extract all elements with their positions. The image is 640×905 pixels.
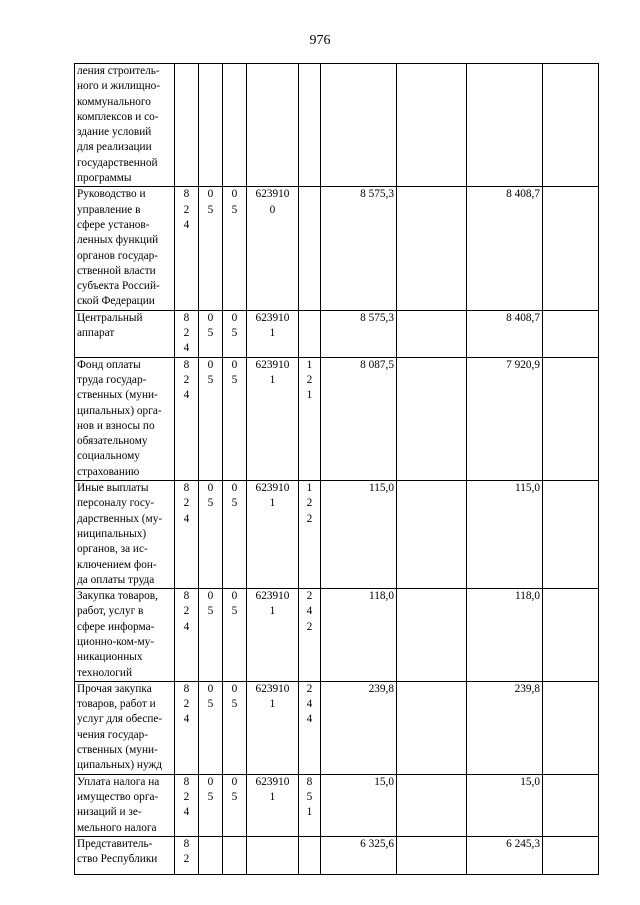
amount-cell-2: 115,0 [467,481,543,589]
section-code-cell [199,187,223,310]
row-name-cell [75,357,175,480]
target-article-cell [247,187,299,310]
amount-cell-1 [321,64,397,187]
code-digit: 2 [183,203,190,216]
code-digit: 5 [231,203,238,216]
section-code-cell [199,589,223,682]
code-digit: 2 [183,497,190,510]
section-code-cell [199,837,223,875]
subsection-code-cell [223,837,247,875]
amount-cell-2 [467,64,543,187]
target-article-part: 623910 [255,311,290,324]
code-digit: 8 [183,358,190,371]
table-row [75,64,599,187]
row-name-line: Закупка товаров, [77,590,158,603]
target-article-part: 1 [269,791,276,804]
amount-cell-2: 8 408,7 [467,187,543,310]
row-name-line: ниципальных) [77,527,147,540]
row-name-line: Прочая закупка [77,682,152,695]
code-digit: 0 [231,358,238,371]
expense-type-cell [299,837,321,875]
code-digit: 0 [231,775,238,788]
amount-cell-1: 239,8 [321,681,397,774]
target-article-cell [247,681,299,774]
amount-cell-1: 8 575,3 [321,187,397,310]
ved-code-cell [175,64,199,187]
row-name-line: мельного налога [77,821,157,834]
row-name-line: управление в [77,203,141,216]
row-name-line: аппарат [77,327,115,340]
row-name-line: да оплаты труда [77,573,155,586]
empty-cell [543,681,599,774]
row-name-line: обязательному [77,435,148,448]
code-digit: 5 [207,497,214,510]
row-name-line: ключением фон- [77,558,157,571]
row-name-line: ственной власти [77,264,156,277]
target-article-cell [247,774,299,836]
empty-cell [543,310,599,357]
expense-type-cell [299,187,321,310]
expense-type-cell [299,64,321,187]
expense-type-cell [299,481,321,589]
section-code-cell [199,681,223,774]
row-name-cell [75,681,175,774]
row-name-line: имущество орга- [77,791,159,804]
empty-cell [397,837,467,875]
row-name-line: здание условий [77,126,152,139]
ved-code-cell [175,310,199,357]
row-name-line: ство Республики [77,853,158,866]
row-name-line: программы [77,172,132,185]
empty-cell [397,589,467,682]
code-digit: 5 [231,373,238,386]
row-name-line: страхованию [77,465,140,478]
code-digit: 5 [207,203,214,216]
code-digit: 5 [231,327,238,340]
code-digit: 8 [183,775,190,788]
row-name-line: услуг для обеспе- [77,713,163,726]
code-digit: 8 [183,482,190,495]
expense-type-digit: 1 [306,482,313,495]
target-article-cell [247,310,299,357]
code-digit: 8 [183,838,190,851]
code-digit: 5 [231,791,238,804]
empty-cell [397,774,467,836]
ved-code-cell [175,681,199,774]
code-digit: 0 [207,482,214,495]
target-article-cell [247,481,299,589]
code-digit: 4 [183,713,190,726]
row-name-line: Уплата налога на [77,775,160,788]
code-digit: 0 [231,682,238,695]
target-article-part: 1 [269,373,276,386]
row-name-line: Иные выплаты [77,482,149,495]
row-name-line: дарственных (му- [77,512,163,525]
empty-cell [397,64,467,187]
row-name-line: сфере информа- [77,620,155,633]
table-row [75,774,599,836]
code-digit: 0 [231,188,238,201]
amount-cell-2: 6 245,3 [467,837,543,875]
code-digit: 8 [183,311,190,324]
code-digit: 4 [183,389,190,402]
code-digit: 4 [183,620,190,633]
subsection-code-cell [223,589,247,682]
subsection-code-cell [223,357,247,480]
ved-code-cell [175,357,199,480]
subsection-code-cell [223,187,247,310]
target-article-part: 0 [269,203,276,216]
row-name-cell [75,589,175,682]
subsection-code-cell [223,681,247,774]
amount-cell-2: 118,0 [467,589,543,682]
row-name-line: Фонд оплаты [77,358,141,371]
section-code-cell [199,357,223,480]
section-code-cell [199,481,223,589]
empty-cell [397,310,467,357]
row-name-line: работ, услуг в [77,605,144,618]
row-name-line: органов государ- [77,249,159,262]
amount-cell-2: 7 920,9 [467,357,543,480]
row-name-line: Центральный [77,311,143,324]
code-digit: 0 [207,188,214,201]
row-name-line: труда государ- [77,373,147,386]
expense-type-digit: 4 [306,698,313,711]
code-digit: 2 [183,853,190,866]
expense-type-digit: 1 [306,358,313,371]
code-digit: 4 [183,806,190,819]
target-article-part: 623910 [255,682,290,695]
row-name-line: ления строитель- [77,65,160,77]
code-digit: 0 [231,482,238,495]
code-digit: 0 [207,590,214,603]
row-name-line: государственной [77,156,158,169]
amount-cell-1: 6 325,6 [321,837,397,875]
row-name-line: для реализации [77,141,152,154]
code-digit: 2 [183,327,190,340]
code-digit: 2 [183,698,190,711]
row-name-line: комплексов и со- [77,110,159,123]
row-name-line: ционно-ком-му- [77,635,155,648]
empty-cell [397,357,467,480]
empty-cell [543,187,599,310]
row-name-line: субъекта Россий- [77,280,160,293]
target-article-part: 1 [269,497,276,510]
row-name-line: ленных функций [77,234,159,247]
row-name-line: органов, за ис- [77,543,148,556]
expense-type-digit: 2 [306,682,313,695]
code-digit: 5 [231,605,238,618]
expense-type-digit: 8 [306,775,313,788]
expense-type-digit: 2 [306,512,313,525]
subsection-code-cell [223,481,247,589]
amount-cell-1: 8 575,3 [321,310,397,357]
section-code-cell [199,774,223,836]
row-name-line: ской Федерации [77,295,155,308]
code-digit: 4 [183,218,190,231]
expense-type-digit: 5 [306,791,313,804]
row-name-line: социальному [77,450,140,463]
target-article-part: 623910 [255,482,290,495]
row-name-line: чения государ- [77,728,149,741]
subsection-code-cell [223,774,247,836]
target-article-part: 1 [269,605,276,618]
row-name-line: низаций и зе- [77,806,142,819]
row-name-line: ственных (муни- [77,744,158,757]
amount-cell-1: 15,0 [321,774,397,836]
ved-code-cell [175,187,199,310]
table-row [75,187,599,310]
empty-cell [543,837,599,875]
expense-type-cell [299,310,321,357]
section-code-cell [199,64,223,187]
empty-cell [543,481,599,589]
code-digit: 8 [183,188,190,201]
table-row [75,589,599,682]
code-digit: 0 [207,682,214,695]
code-digit: 0 [207,311,214,324]
expense-type-cell [299,357,321,480]
code-digit: 8 [183,590,190,603]
ved-code-cell [175,481,199,589]
row-name-cell [75,310,175,357]
section-code-cell [199,310,223,357]
amount-cell-2: 239,8 [467,681,543,774]
expense-type-digit: 2 [306,497,313,510]
ved-code-cell [175,837,199,875]
budget-table [74,63,599,875]
row-name-line: Представитель- [77,838,153,851]
row-name-line: товаров, работ и [77,698,156,711]
table-row [75,310,599,357]
row-name-cell [75,187,175,310]
row-name-cell [75,64,175,187]
expense-type-cell [299,681,321,774]
empty-cell [543,589,599,682]
code-digit: 2 [183,791,190,804]
row-name-line: сфере установ- [77,218,150,231]
amount-cell-2: 15,0 [467,774,543,836]
subsection-code-cell [223,64,247,187]
row-name-line: коммунального [77,95,151,108]
expense-type-digit: 1 [306,806,313,819]
target-article-part: 623910 [255,775,290,788]
target-article-cell [247,589,299,682]
code-digit: 5 [207,327,214,340]
expense-type-digit: 4 [306,605,313,618]
amount-cell-2: 8 408,7 [467,310,543,357]
row-name-cell [75,774,175,836]
code-digit: 4 [183,342,190,355]
expense-type-digit: 2 [306,620,313,633]
empty-cell [397,481,467,589]
subsection-code-cell [223,310,247,357]
target-article-part: 623910 [255,358,290,371]
amount-cell-1: 118,0 [321,589,397,682]
code-digit: 5 [207,791,214,804]
code-digit: 8 [183,682,190,695]
expense-type-digit: 4 [306,713,313,726]
row-name-line: ципальных) нужд [77,759,163,772]
row-name-line: никационных [77,651,143,664]
empty-cell [543,64,599,187]
code-digit: 5 [231,497,238,510]
row-name-line: ного и жилищно- [77,80,161,93]
empty-cell [543,774,599,836]
row-name-cell [75,481,175,589]
code-digit: 5 [207,605,214,618]
expense-type-cell [299,589,321,682]
code-digit: 2 [183,605,190,618]
code-digit: 0 [207,358,214,371]
table-row [75,481,599,589]
code-digit: 2 [183,373,190,386]
empty-cell [397,187,467,310]
amount-cell-1: 115,0 [321,481,397,589]
row-name-line: персоналу госу- [77,497,155,510]
page-number: 976 [309,33,331,48]
row-name-line: ственных (муни- [77,389,158,402]
empty-cell [397,681,467,774]
code-digit: 4 [183,512,190,525]
expense-type-digit: 2 [306,590,313,603]
row-name-line: технологий [77,666,133,679]
expense-type-digit: 2 [306,373,313,386]
target-article-part: 623910 [255,590,290,603]
code-digit: 0 [231,311,238,324]
code-digit: 5 [207,698,214,711]
expense-type-digit: 1 [306,389,313,402]
target-article-cell [247,837,299,875]
code-digit: 5 [207,373,214,386]
code-digit: 5 [231,698,238,711]
empty-cell [543,357,599,480]
target-article-part: 1 [269,327,276,340]
row-name-cell [75,837,175,875]
target-article-part: 1 [269,698,276,711]
target-article-cell [247,357,299,480]
row-name-line: ципальных) орга- [77,404,162,417]
code-digit: 0 [231,590,238,603]
table-row [75,681,599,774]
ved-code-cell [175,774,199,836]
target-article-part: 623910 [255,188,290,201]
table-row [75,357,599,480]
row-name-line: нов и взносы по [77,419,155,432]
ved-code-cell [175,589,199,682]
row-name-line: Руководство и [77,188,146,201]
amount-cell-1: 8 087,5 [321,357,397,480]
target-article-cell [247,64,299,187]
expense-type-cell [299,774,321,836]
table-row [75,837,599,875]
code-digit: 0 [207,775,214,788]
